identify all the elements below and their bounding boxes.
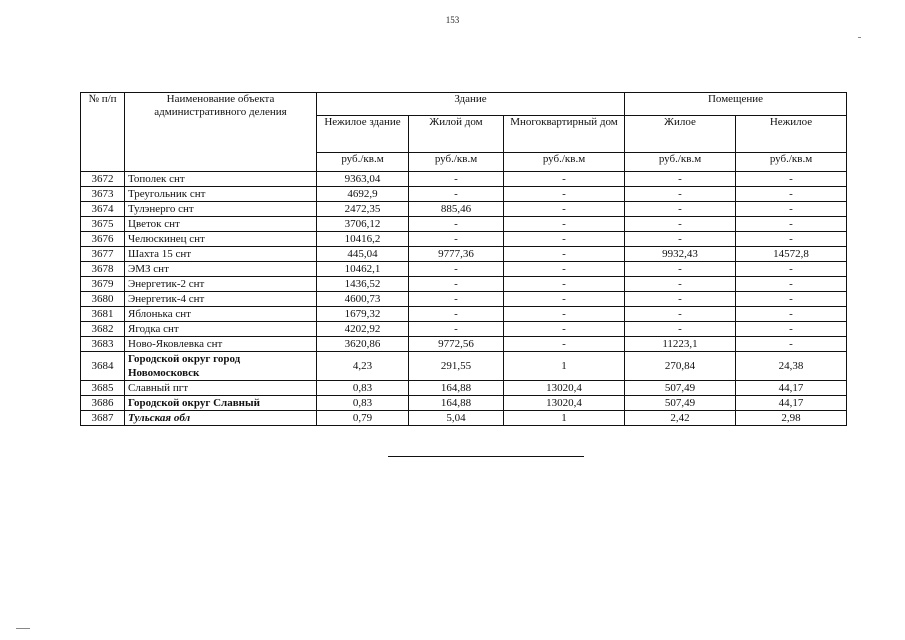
header-residential-house: Жилой дом — [409, 116, 504, 153]
unit-label: руб./кв.м — [736, 153, 847, 172]
value-apartment-building: - — [504, 202, 625, 217]
row-number: 3682 — [81, 322, 125, 337]
table-row — [81, 172, 847, 187]
value-residential-premises: - — [625, 277, 736, 292]
value-residential-premises: 2,42 — [625, 411, 736, 426]
value-apartment-building: - — [504, 232, 625, 247]
value-apartment-building: 13020,4 — [504, 396, 625, 411]
value-residential-premises: - — [625, 187, 736, 202]
value-residential-premises: - — [625, 217, 736, 232]
value-apartment-building: - — [504, 277, 625, 292]
header-apartment-building: Многоквартирный дом — [504, 116, 625, 153]
value-residential-house: - — [409, 292, 504, 307]
value-nonresidential-building: 1436,52 — [317, 277, 409, 292]
row-number: 3676 — [81, 232, 125, 247]
row-number: 3681 — [81, 307, 125, 322]
row-number: 3678 — [81, 262, 125, 277]
value-residential-house: - — [409, 172, 504, 187]
value-nonresidential-building: 4692,9 — [317, 187, 409, 202]
object-name: Городской округ Славный — [125, 396, 317, 411]
page-number: 153 — [445, 15, 460, 25]
value-nonresidential-building: 0,79 — [317, 411, 409, 426]
value-residential-premises: 507,49 — [625, 381, 736, 396]
value-nonresidential-building: 1679,32 — [317, 307, 409, 322]
object-name: Треугольник снт — [125, 187, 317, 202]
object-name: Цветок снт — [125, 217, 317, 232]
object-name: Ново-Яковлевка снт — [125, 337, 317, 352]
value-apartment-building: 13020,4 — [504, 381, 625, 396]
value-apartment-building: - — [504, 187, 625, 202]
table-row — [81, 277, 847, 292]
value-residential-house: - — [409, 322, 504, 337]
value-residential-house: 5,04 — [409, 411, 504, 426]
value-nonresidential-building: 9363,04 — [317, 172, 409, 187]
value-nonresidential-building: 445,04 — [317, 247, 409, 262]
object-name: Славный пгт — [125, 381, 317, 396]
value-nonresidential-building: 10416,2 — [317, 232, 409, 247]
value-residential-premises: 507,49 — [625, 396, 736, 411]
object-name: Энергетик-4 снт — [125, 292, 317, 307]
table-row — [81, 217, 847, 232]
value-apartment-building: - — [504, 307, 625, 322]
table-row — [81, 292, 847, 307]
value-residential-house: 9772,56 — [409, 337, 504, 352]
value-nonresidential-premises: - — [736, 262, 847, 277]
row-number: 3677 — [81, 247, 125, 262]
value-residential-house: 291,55 — [409, 352, 504, 381]
value-nonresidential-premises: - — [736, 322, 847, 337]
value-nonresidential-premises: - — [736, 292, 847, 307]
header-premises: Помещение — [625, 93, 847, 116]
row-number: 3680 — [81, 292, 125, 307]
value-residential-house: 9777,36 — [409, 247, 504, 262]
table-row — [81, 352, 847, 381]
value-apartment-building: - — [504, 247, 625, 262]
object-name: Тополек снт — [125, 172, 317, 187]
end-of-table-rule — [388, 456, 584, 457]
value-apartment-building: - — [504, 337, 625, 352]
value-apartment-building: - — [504, 217, 625, 232]
table-row — [81, 187, 847, 202]
value-residential-premises: - — [625, 292, 736, 307]
value-residential-premises: - — [625, 202, 736, 217]
row-number: 3674 — [81, 202, 125, 217]
unit-label: руб./кв.м — [504, 153, 625, 172]
scan-speck — [16, 628, 30, 629]
row-number: 3673 — [81, 187, 125, 202]
value-nonresidential-premises: 2,98 — [736, 411, 847, 426]
object-name: Тульская обл — [125, 411, 317, 426]
object-name: Ягодка снт — [125, 322, 317, 337]
value-apartment-building: 1 — [504, 411, 625, 426]
value-apartment-building: - — [504, 292, 625, 307]
value-nonresidential-building: 3620,86 — [317, 337, 409, 352]
value-nonresidential-building: 0,83 — [317, 396, 409, 411]
header-residential-premises: Жилое — [625, 116, 736, 153]
value-nonresidential-premises: - — [736, 232, 847, 247]
value-nonresidential-premises: - — [736, 307, 847, 322]
value-nonresidential-premises: - — [736, 217, 847, 232]
object-name: Челюскинец снт — [125, 232, 317, 247]
row-number: 3675 — [81, 217, 125, 232]
value-nonresidential-premises: 24,38 — [736, 352, 847, 381]
value-residential-premises: - — [625, 307, 736, 322]
table-row — [81, 322, 847, 337]
value-nonresidential-premises: - — [736, 337, 847, 352]
value-residential-premises: 9932,43 — [625, 247, 736, 262]
value-residential-house: - — [409, 187, 504, 202]
value-residential-house: 885,46 — [409, 202, 504, 217]
value-residential-house: - — [409, 307, 504, 322]
object-name: ЭМЗ снт — [125, 262, 317, 277]
value-residential-house: - — [409, 217, 504, 232]
value-nonresidential-building: 2472,35 — [317, 202, 409, 217]
value-residential-premises: - — [625, 262, 736, 277]
value-residential-premises: - — [625, 322, 736, 337]
table-row — [81, 337, 847, 352]
value-nonresidential-premises: - — [736, 202, 847, 217]
table-row — [81, 307, 847, 322]
row-number: 3685 — [81, 381, 125, 396]
value-nonresidential-premises: 14572,8 — [736, 247, 847, 262]
value-residential-house: 164,88 — [409, 381, 504, 396]
header-row-number: № п/п — [81, 93, 125, 172]
table-row — [81, 247, 847, 262]
row-number: 3684 — [81, 352, 125, 381]
table-row — [81, 202, 847, 217]
value-nonresidential-premises: 44,17 — [736, 396, 847, 411]
value-nonresidential-building: 4600,73 — [317, 292, 409, 307]
value-residential-premises: - — [625, 232, 736, 247]
value-nonresidential-building: 10462,1 — [317, 262, 409, 277]
row-number: 3687 — [81, 411, 125, 426]
row-number: 3683 — [81, 337, 125, 352]
value-nonresidential-premises: 44,17 — [736, 381, 847, 396]
value-apartment-building: 1 — [504, 352, 625, 381]
header-nonresidential-premises: Нежилое — [736, 116, 847, 153]
row-number: 3686 — [81, 396, 125, 411]
value-nonresidential-building: 4,23 — [317, 352, 409, 381]
value-apartment-building: - — [504, 262, 625, 277]
table-row — [81, 262, 847, 277]
value-residential-house: - — [409, 262, 504, 277]
object-name: Тулэнерго снт — [125, 202, 317, 217]
value-residential-house: - — [409, 277, 504, 292]
row-number: 3672 — [81, 172, 125, 187]
unit-label: руб./кв.м — [625, 153, 736, 172]
scan-speck — [858, 37, 861, 38]
value-nonresidential-building: 4202,92 — [317, 322, 409, 337]
value-nonresidential-building: 3706,12 — [317, 217, 409, 232]
value-residential-premises: 270,84 — [625, 352, 736, 381]
object-name: Энергетик-2 снт — [125, 277, 317, 292]
header-nonresidential-building: Нежилое здание — [317, 116, 409, 153]
object-name: Городской округ город Новомосковск — [125, 352, 317, 381]
object-name: Яблонька снт — [125, 307, 317, 322]
header-building: Здание — [317, 93, 625, 116]
cadastral-value-table — [80, 92, 847, 426]
value-residential-premises: - — [625, 172, 736, 187]
table-row — [81, 396, 847, 411]
value-residential-house: - — [409, 232, 504, 247]
table-row — [81, 381, 847, 396]
value-nonresidential-premises: - — [736, 172, 847, 187]
table-row — [81, 411, 847, 426]
table-row — [81, 232, 847, 247]
value-residential-house: 164,88 — [409, 396, 504, 411]
unit-label: руб./кв.м — [409, 153, 504, 172]
row-number: 3679 — [81, 277, 125, 292]
object-name: Шахта 15 снт — [125, 247, 317, 262]
value-apartment-building: - — [504, 322, 625, 337]
value-nonresidential-premises: - — [736, 277, 847, 292]
unit-label: руб./кв.м — [317, 153, 409, 172]
value-residential-premises: 11223,1 — [625, 337, 736, 352]
value-nonresidential-premises: - — [736, 187, 847, 202]
value-apartment-building: - — [504, 172, 625, 187]
header-object-name: Наименование объекта административного деления — [125, 93, 317, 172]
value-nonresidential-building: 0,83 — [317, 381, 409, 396]
